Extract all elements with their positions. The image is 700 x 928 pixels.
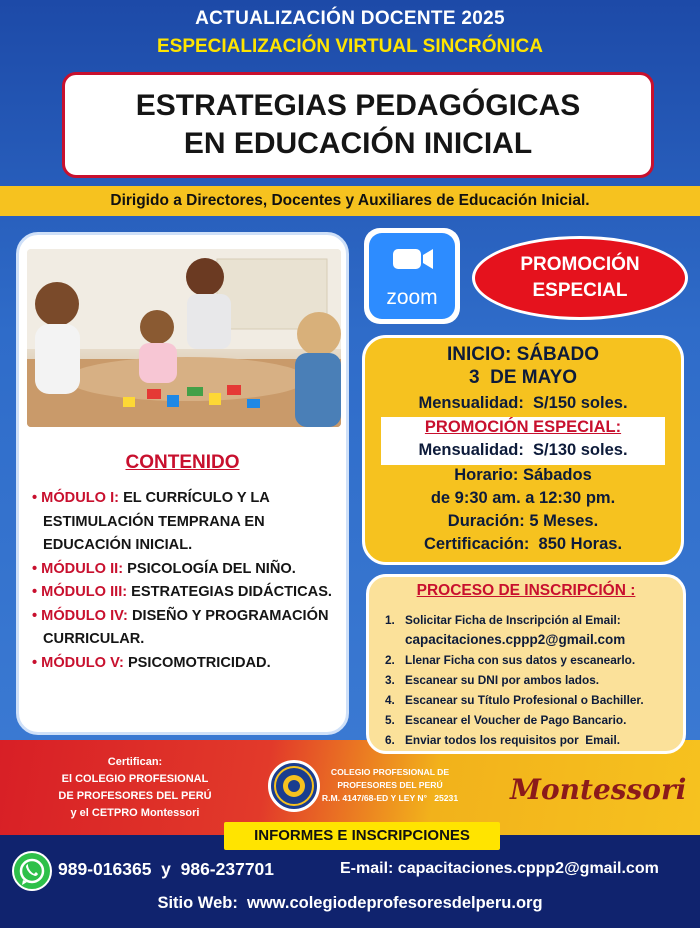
header-subtitle: ESPECIALIZACIÓN VIRTUAL SINCRÓNICA <box>156 36 543 57</box>
certification-hours: Certificación: 850 Horas. <box>423 535 623 553</box>
whatsapp-icon <box>12 851 52 891</box>
list-item <box>385 630 685 650</box>
colegio-seal-icon <box>268 760 320 812</box>
course-info-box <box>362 335 684 565</box>
list-item: • MÓDULO II: PSICOLOGÍA DEL NIÑO. <box>32 560 296 577</box>
promo-fee-title: PROMOCIÓN ESPECIAL: <box>424 418 622 436</box>
classroom-photo <box>27 249 341 427</box>
registration-process-box <box>366 574 686 754</box>
module-label: MÓDULO II: <box>41 560 124 577</box>
certifican-line: El COLEGIO PROFESIONAL <box>61 773 209 785</box>
contact-phones: 989-016365 y 986-237701 <box>58 859 275 879</box>
module-text: PSICOLOGÍA DEL NIÑO. <box>127 560 296 577</box>
promo-badge <box>472 236 688 320</box>
colegio-info <box>320 766 460 805</box>
schedule-day: Horario: Sábados <box>454 466 592 484</box>
contenido-title: CONTENIDO <box>125 452 240 473</box>
list-item: 4. Escanear su Título Profesional o Bachiller. <box>385 693 644 707</box>
website-link[interactable]: Sitio Web: www.colegiodeprofesoresdelperu.org <box>157 894 543 912</box>
header-title: ACTUALIZACIÓN DOCENTE 2025 <box>195 8 505 29</box>
list-item: • MÓDULO IV: DISEÑO Y PROGRAMACIÓN CURRICULAR. <box>32 607 329 647</box>
start-day: INICIO: SÁBADO <box>447 344 599 365</box>
list-item: 5. Escanear el Voucher de Pago Bancario. <box>385 713 627 727</box>
contact-email[interactable]: E-mail: capacitaciones.cppp2@gmail.com <box>340 860 659 877</box>
list-item: • MÓDULO III: ESTRATEGIAS DIDÁCTICAS. <box>32 584 332 600</box>
course-title-box <box>62 72 654 178</box>
course-title-line1: ESTRATEGIAS PEDAGÓGICAS <box>135 89 581 122</box>
certifying-institutions <box>30 754 240 822</box>
module-label: MÓDULO I: <box>41 490 119 506</box>
promo-monthly-fee: Mensualidad: S/130 soles. <box>418 441 628 459</box>
certifican-line: y el CETPRO Montessori <box>70 807 200 819</box>
module-label: MÓDULO III: <box>41 584 128 600</box>
module-list <box>29 487 347 675</box>
classroom-photo-drawing <box>27 249 341 427</box>
duration: Duración: 5 Meses. <box>447 512 599 530</box>
zoom-logo <box>364 228 460 324</box>
list-item: • MÓDULO I: EL CURRÍCULO Y LA ESTIMULACIÓN TEMPRANA EN EDUCACIÓN INICIAL. <box>32 490 270 553</box>
audience-bar: Dirigido a Directores, Docentes y Auxiliares de Educación Inicial. <box>0 186 700 216</box>
certifican-label: Certifican: <box>107 756 163 768</box>
list-item: 2. Llenar Ficha con sus datos y escanearlo. <box>385 653 636 667</box>
registration-email: capacitaciones.cppp2@gmail.com <box>405 632 626 647</box>
video-camera-icon <box>369 233 455 283</box>
schedule-hours: de 9:30 am. a 12:30 pm. <box>430 489 616 507</box>
list-item: 1. Solicitar Ficha de Inscripción al Email: <box>385 613 621 627</box>
zoom-logo-text: zoom <box>386 286 438 309</box>
module-label: MÓDULO V: <box>41 654 124 671</box>
promo-badge-line1: PROMOCIÓN <box>520 254 640 275</box>
promo-badge-line2: ESPECIAL <box>532 280 628 301</box>
whatsapp-drawing <box>14 853 50 889</box>
zoom-logo-tile <box>369 233 455 319</box>
content-card <box>16 232 349 735</box>
certifican-line: DE PROFESORES DEL PERÚ <box>58 790 212 802</box>
registration-steps <box>385 610 685 750</box>
module-text: PSICOMOTRICIDAD. <box>127 654 271 671</box>
module-text: DISEÑO Y PROGRAMACIÓN CURRICULAR. <box>43 607 329 647</box>
seal-drawing <box>271 763 317 809</box>
module-text: EL CURRÍCULO Y LA ESTIMULACIÓN TEMPRANA EN EDUCACIÓN INICIAL. <box>43 490 270 553</box>
registration-title: PROCESO DE INSCRIPCIÓN : <box>416 582 636 599</box>
list-item: 6. Enviar todos los requisitos por Email. <box>385 733 621 747</box>
colegio-line: PROFESORES DEL PERÚ <box>337 780 443 790</box>
montessori-logo: Montessori <box>510 773 687 806</box>
course-title-line2: EN EDUCACIÓN INICIAL <box>183 127 533 160</box>
list-item: 3. Escanear su DNI por ambos lados. <box>385 673 600 687</box>
list-item: • MÓDULO V: PSICOMOTRICIDAD. <box>32 654 271 671</box>
informes-banner: INFORMES E INSCRIPCIONES <box>224 822 500 850</box>
monthly-fee: Mensualidad: S/150 soles. <box>418 394 628 412</box>
colegio-line: COLEGIO PROFESIONAL DE <box>330 767 450 777</box>
colegio-resolution: R.M. 4147/68-ED Y LEY N° 25231 <box>321 793 459 803</box>
module-label: MÓDULO IV: <box>41 607 128 624</box>
module-text: ESTRATEGIAS DIDÁCTICAS. <box>131 584 332 600</box>
start-date: 3 DE MAYO <box>468 367 578 388</box>
